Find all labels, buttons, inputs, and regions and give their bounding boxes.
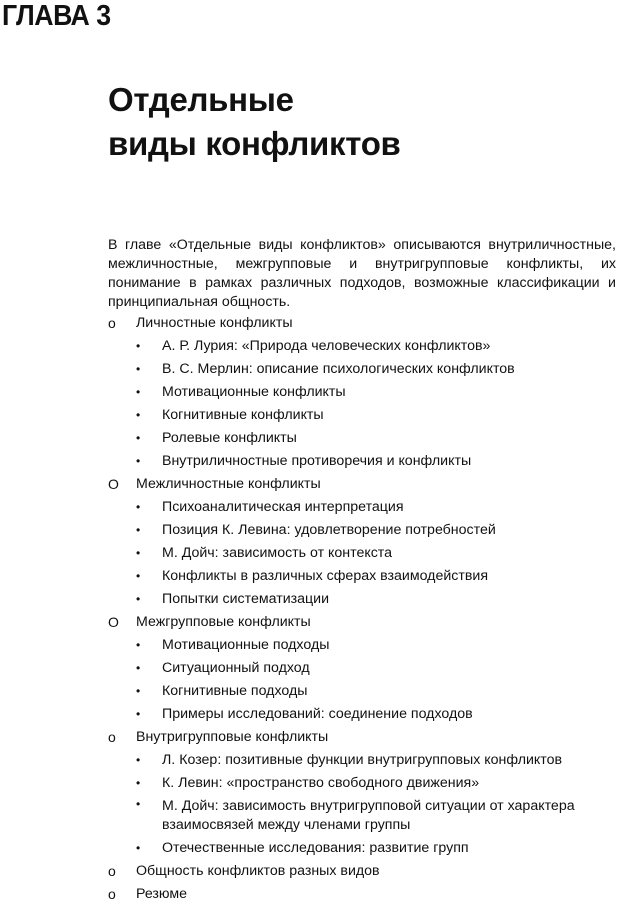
bullet-icon: • — [136, 408, 141, 422]
bullet-icon: • — [136, 776, 141, 790]
outline-item — [108, 519, 618, 542]
chapter-title-line: Отдельные — [108, 81, 294, 118]
bullet-icon: • — [136, 500, 141, 514]
item-label: Внутриличностные противоречия и конфликты — [162, 453, 472, 469]
section-label: Личностные конфликты — [136, 315, 293, 331]
section-label: Резюме — [136, 886, 188, 902]
item-label: М. Дойч: зависимость от контекста — [162, 545, 393, 561]
item-label: А. Р. Лурия: «Природа человеческих конфликтов» — [162, 338, 491, 354]
item-label: Попытки систематизации — [162, 591, 330, 607]
item-label: Позиция К. Левина: удовлетворение потребностей — [162, 522, 496, 538]
bullet-icon: • — [136, 592, 141, 606]
bullet-icon: • — [136, 523, 141, 537]
bullet-icon: • — [136, 546, 141, 560]
chapter-label: ГЛАВА 3 — [2, 0, 111, 32]
outline-item — [108, 404, 618, 427]
item-label: Ситуационный подход — [162, 660, 310, 676]
bullet-icon: • — [136, 569, 141, 583]
section-marker: O — [108, 614, 119, 630]
outline-section — [108, 883, 618, 906]
outline-section — [108, 611, 618, 634]
bullet-icon: • — [136, 707, 141, 721]
outline-item — [108, 335, 618, 358]
bullet-icon: • — [136, 431, 141, 445]
outline-item — [108, 749, 618, 772]
outline-item — [108, 358, 618, 381]
outline-item — [108, 427, 618, 450]
item-label: Когнитивные конфликты — [162, 407, 324, 423]
bullet-icon: • — [136, 684, 141, 698]
chapter-outline — [108, 312, 618, 906]
section-marker: o — [108, 729, 116, 745]
outline-item — [108, 772, 618, 795]
outline-item — [108, 588, 618, 611]
bullet-icon: • — [136, 385, 141, 399]
item-label: В. С. Мерлин: описание психологических конфликтов — [162, 361, 515, 377]
section-marker: o — [108, 863, 116, 879]
outline-item — [108, 795, 618, 837]
section-marker: O — [108, 476, 119, 492]
item-label: Мотивационные подходы — [162, 637, 330, 653]
outline-item — [108, 450, 618, 473]
item-label: Примеры исследований: соединение подходов — [162, 706, 473, 722]
section-marker: o — [108, 315, 116, 331]
bullet-icon: • — [136, 638, 141, 652]
section-label: Внутригрупповые конфликты — [136, 729, 329, 745]
item-label: К. Левин: «пространство свободного движения» — [162, 775, 480, 791]
item-label: Отечественные исследования: развитие групп — [162, 840, 469, 856]
outline-item — [108, 680, 618, 703]
bullet-icon: • — [136, 753, 141, 767]
outline-section — [108, 860, 618, 883]
section-label: Межгрупповые конфликты — [136, 614, 311, 630]
item-label: Ролевые конфликты — [162, 430, 297, 446]
bullet-icon: • — [136, 362, 141, 376]
section-label: Межличностные конфликты — [136, 476, 321, 492]
item-label: Психоаналитическая интерпретация — [162, 499, 404, 515]
chapter-intro: В главе «Отдельные виды конфликтов» описываются внутриличностные, межличностные, межгрупповые и внутригрупповые конфликты, их понимание в рамках различных подходов, возможные классификации и принципиальная общность. — [108, 237, 616, 310]
outline-item — [108, 542, 618, 565]
chapter-title-line: виды конфликтов — [108, 125, 401, 162]
bullet-icon: • — [136, 339, 141, 353]
outline-section — [108, 726, 618, 749]
item-label: Мотивационные конфликты — [162, 384, 346, 400]
item-label: М. Дойч: зависимость внутригрупповой ситуации от характера взаимосвязей между членами группы — [162, 798, 575, 833]
item-label: Л. Козер: позитивные функции внутригрупповых конфликтов — [162, 752, 563, 768]
outline-item — [108, 657, 618, 680]
bullet-icon: • — [136, 661, 141, 675]
outline-item — [108, 565, 618, 588]
outline-item — [108, 634, 618, 657]
section-marker: o — [108, 886, 116, 902]
outline-item — [108, 837, 618, 860]
outline-item — [108, 496, 618, 519]
section-label: Общность конфликтов разных видов — [136, 863, 380, 879]
bullet-icon: • — [136, 797, 141, 811]
outline-item — [108, 381, 618, 404]
bullet-icon: • — [136, 841, 141, 855]
item-label: Конфликты в различных сферах взаимодействия — [162, 568, 488, 584]
bullet-icon: • — [136, 454, 141, 468]
outline-section — [108, 473, 618, 496]
chapter-title — [108, 78, 401, 166]
outline-item — [108, 703, 618, 726]
outline-section — [108, 312, 618, 335]
item-label: Когнитивные подходы — [162, 683, 308, 699]
